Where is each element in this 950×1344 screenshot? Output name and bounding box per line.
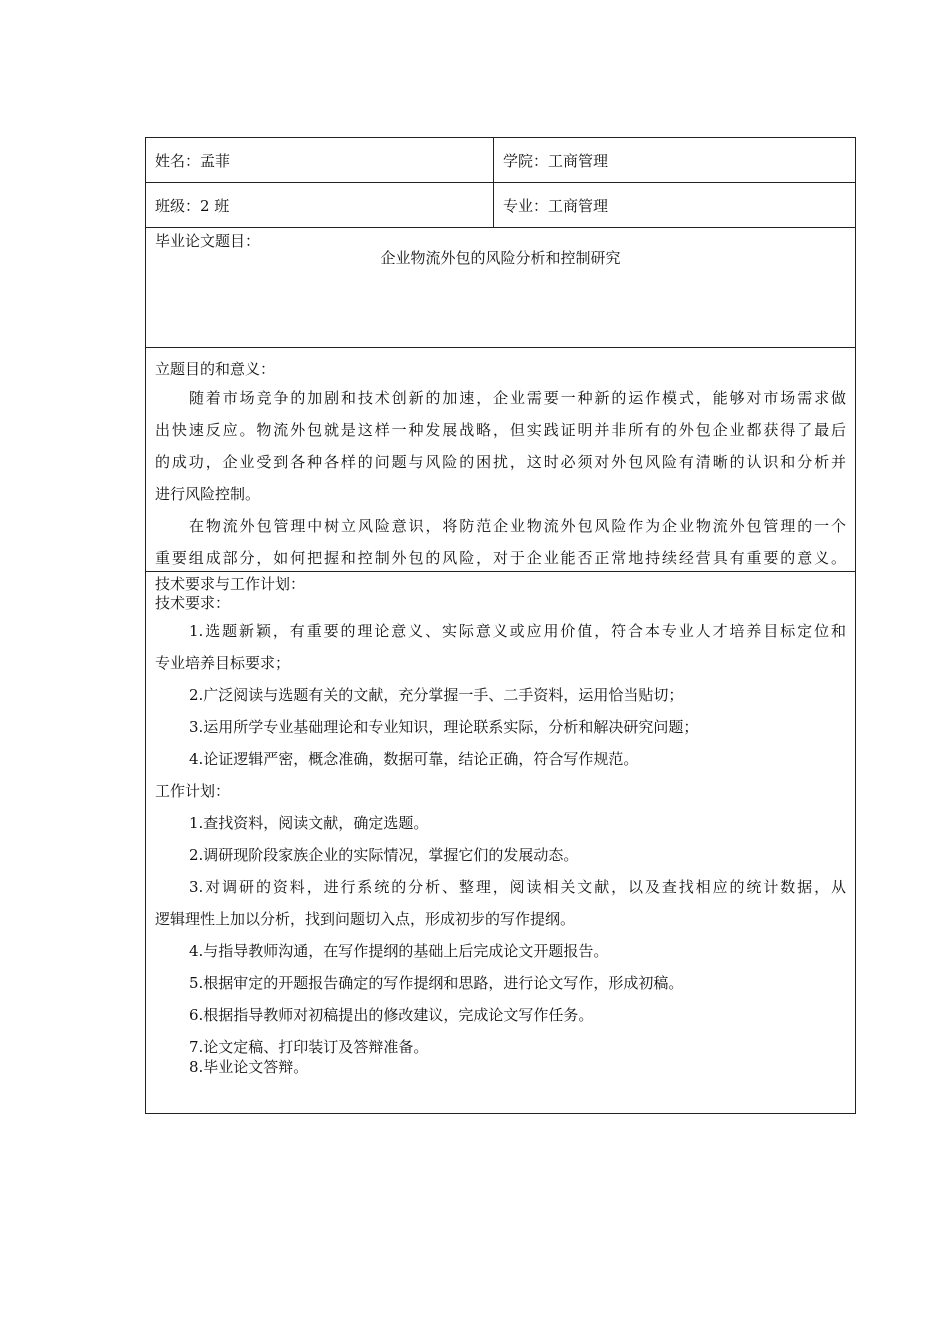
- tech-item: 4.论证逻辑严密，概念准确，数据可靠，结论正确，符合写作规范。: [189, 750, 639, 768]
- name-cell: [146, 138, 494, 182]
- work-item: 5.根据审定的开题报告确定的写作提纲和思路，进行论文写作，形成初稿。: [189, 974, 684, 992]
- student-name: 姓名：孟菲: [155, 151, 231, 170]
- purpose-line: 出快速反应。物流外包就是这样一种发展战略，但实践证明并非所有的外包企业都获得了最后: [155, 421, 846, 439]
- major: 专业：工商管理: [503, 196, 609, 215]
- tech-item: 专业培养目标要求；: [155, 654, 291, 672]
- purpose-line: 在物流外包管理中树立风险意识，将防范企业物流外包风险作为企业物流外包管理的一个: [189, 517, 846, 535]
- college-cell: [494, 138, 855, 182]
- thesis-title: 企业物流外包的风险分析和控制研究: [380, 249, 621, 267]
- plan-section: [146, 572, 855, 1113]
- work-item: 2.调研现阶段家族企业的实际情况，掌握它们的发展动态。: [189, 846, 579, 864]
- work-item: 逻辑理性上加以分析，找到问题切入点，形成初步的写作提纲。: [155, 910, 576, 928]
- work-item: 1.查找资料，阅读文献，确定选题。: [189, 814, 429, 832]
- row-class-major: [146, 183, 855, 228]
- row-name-college: [146, 138, 855, 183]
- purpose-line: 进行风险控制。: [155, 485, 261, 503]
- purpose-section: [146, 348, 855, 572]
- class: 班级：2 班: [155, 196, 230, 215]
- work-label: 工作计划：: [155, 782, 231, 800]
- college: 学院：工商管理: [503, 151, 609, 170]
- thesis-title-section: [146, 228, 855, 348]
- purpose-line: 重要组成部分，如何把握和控制外包的风险，对于企业能否正常地持续经营具有重要的意义。: [155, 549, 846, 567]
- work-item: 4.与指导教师沟通，在写作提纲的基础上后完成论文开题报告。: [189, 942, 609, 960]
- tech-item: 2.广泛阅读与选题有关的文献，充分掌握一手、二手资料，运用恰当贴切；: [189, 686, 684, 704]
- work-item: 8.毕业论文答辩。: [189, 1058, 309, 1076]
- purpose-label: 立题目的和意义：: [155, 360, 276, 378]
- work-item: 6.根据指导教师对初稿提出的修改建议，完成论文写作任务。: [189, 1006, 594, 1024]
- tech-label: 技术要求：: [155, 594, 231, 612]
- thesis-label: 毕业论文题目：: [155, 232, 261, 250]
- purpose-line: 的成功，企业受到各种各样的问题与风险的困扰，这时必须对外包风险有清晰的认识和分析并: [155, 453, 846, 471]
- tech-item: 3.运用所学专业基础理论和专业知识，理论联系实际，分析和解决研究问题；: [189, 718, 699, 736]
- work-item: 7.论文定稿、打印装订及答辩准备。: [189, 1038, 429, 1056]
- major-cell: [494, 183, 855, 227]
- work-item: 3.对调研的资料，进行系统的分析、整理，阅读相关文献，以及查找相应的统计数据，从: [189, 878, 846, 896]
- tech-item: 1.选题新颖，有重要的理论意义、实际意义或应用价值，符合本专业人才培养目标定位和: [189, 622, 846, 640]
- plan-label: 技术要求与工作计划：: [155, 575, 306, 593]
- class-cell: [146, 183, 494, 227]
- purpose-line: 随着市场竞争的加剧和技术创新的加速，企业需要一种新的运作模式，能够对市场需求做: [189, 389, 846, 407]
- proposal-form: [145, 137, 856, 1114]
